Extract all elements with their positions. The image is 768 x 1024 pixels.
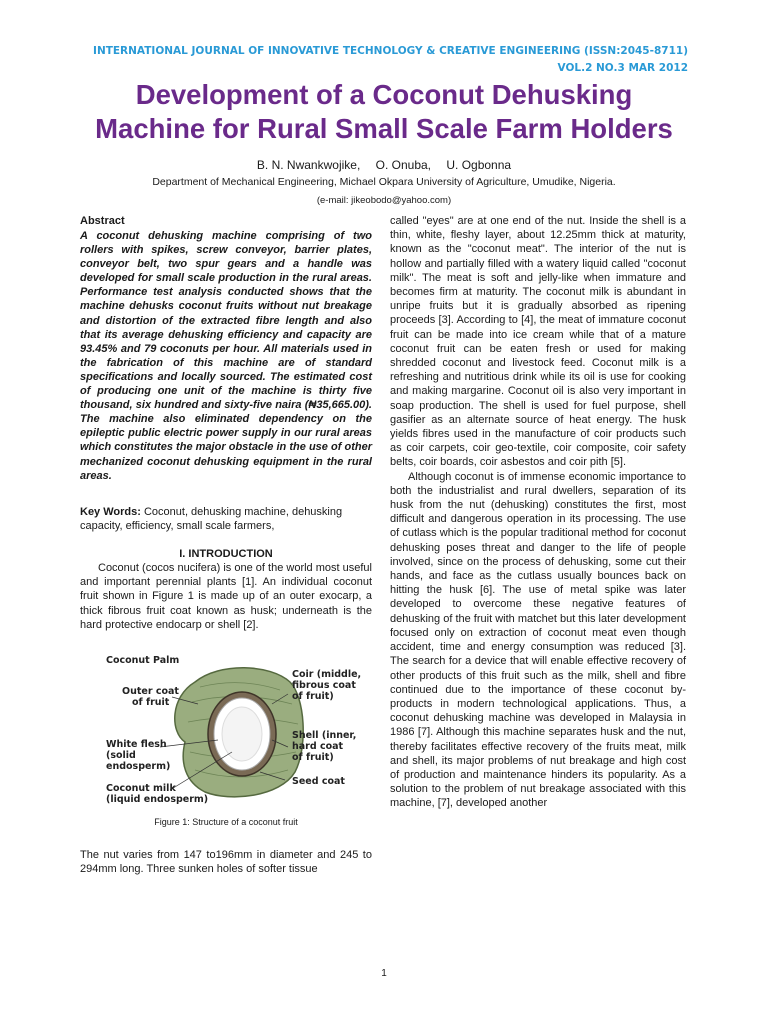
author-1: B. N. Nwankwojike,: [256, 158, 361, 172]
section-heading-introduction: I. INTRODUCTION: [179, 548, 273, 560]
label-seed-coat: Seed coat: [292, 776, 345, 787]
label-white-flesh: White flesh (solid endosperm): [106, 739, 171, 772]
right-paragraph-1: called "eyes" are at one end of the nut. Inside the shell is a thin, white, fleshy layer, about 12.25mm thick at maturity, known as the "coconut meat". The interior of the nut is hollow and partially filled with a watery liquid called "coconut milk". The meat is soft and jelly-like when immature and becomes firm at maturity. The coconut milk is abundant in unripe fruits but it is gradually absorbed as ripening proceeds [3]. According to [4], the meat of immature coconut fruit can be made into ice cream while that of a mature coconut fruit can be eaten fresh or used for making shredded coconut and livestock feed. Coconut milk is a refreshing and nutritious drink while its oil is use for cooking and making margarine. Coconut oil is also very important in soap production. The shell is used for fuel purpose, shell gasifier as an alternate source of heat energy. The husk yields fibres used in the manufacture of coir products such as coir carpets, coir geo-textile, coir composite, coir safety belts, coir boards, coir asbestos and coir pith [5].: [390, 215, 686, 469]
label-coconut-milk: Coconut milk (liquid endosperm): [106, 783, 209, 805]
keywords-label: Key Words:: [80, 506, 141, 518]
journal-volume: VOL.2 NO.3 MAR 2012: [557, 62, 688, 74]
label-coir: Coir (middle, fibrous coat of fruit): [292, 669, 362, 702]
figure-title: Coconut Palm: [106, 655, 180, 666]
introduction-text: [80, 561, 372, 632]
figure-caption: Figure 1: Structure of a coconut fruit: [154, 817, 298, 827]
label-outer-coat: Outer coat of fruit: [122, 686, 179, 708]
author-list: [0, 158, 768, 172]
abstract-text: A coconut dehusking machine comprising of two rollers with spikes, screw conveyor, barrier plates, conveyor belt, two spur gears and a handle was developed for small scale production in the rural areas. Performance test analysis conducted shows that the machine dehusks coconut fruits without nut breakage and distortion of the extracted fibre length and also that its average dehusking efficiency and capacity are 93.45% and 79 coconuts per hour. All materials used in the fabrication of this machine are of standard specifications and locally sourced. The estimated cost of producing one unit of the machine is thirty five thousand, six hundred and sixty-five naira (₦35,665.00). The machine also eliminated dependency on the epileptic public electric power supply in our rural areas which constitutes the major obstacle in the use of other mechanized coconut dehusking equipment in the rural areas.: [80, 230, 372, 482]
label-shell: Shell (inner, hard coat of fruit): [292, 730, 357, 763]
right-paragraph-2: Although coconut is of immense economic importance to both the industrialist and rural dwellers, separation of its husk from the nut (dehusking) constitutes the first, most difficult and dangerous operation in its processing. The use of cutlass which is the popular traditional method for coconut dehusking poses threat and danger to the life of people involved, since on the process of dehusking, some cut their hands, and face as the cutlass usually bounces back on hitting the husk [6]. The use of metal spike was later developed to overcome these negative features of dehusking of the fruit with matchet but this later development focused only on extraction of coconut meat even though accident, time and energy consumption was reduced [3]. The search for a device that will enable effective recovery of other products of this fruit such as the milk, shell and fibre continued due to the importance of these coconut by-products in modern technological applications. Thus, a coconut dehusking machine was developed in Malaysia in 1986 [7]. Although this machine separates husk and the nut, thereby facilitates effective recovery of the fruits meat, milk and shell, its major problems of nut breakage and high cost of production and maintenance hinders its popularity. As a solution to the problem of nut breakage associated with this machine, [7], developed another: [390, 470, 686, 810]
intro-paragraph-1: Coconut (cocos nucifera) is one of the world most useful and important perennial plants [1]. An individual coconut fruit shown in Figure 1 is made up of an outer exocarp, a thick fibrous fruit coat known as husk; underneath is the hard protective endocarp or shell [2].: [80, 562, 372, 631]
abstract-heading: Abstract: [80, 215, 125, 227]
journal-header: [93, 43, 688, 77]
keywords-text: Coconut, dehusking machine, dehusking capacity, efficiency, small scale farmers,: [80, 506, 343, 533]
keywords: [80, 505, 372, 533]
title-line-2: Machine for Rural Small Scale Farm Holders: [95, 113, 673, 144]
affiliation: Department of Mechanical Engineering, Michael Okpara University of Agriculture, Umudike, Nigeria.: [152, 176, 616, 188]
right-column-text: [390, 214, 686, 811]
coconut-structure-figure: [100, 652, 362, 807]
milk-cavity-shape: [222, 707, 262, 761]
author-3: U. Ogbonna: [446, 158, 512, 172]
page-number: 1: [381, 968, 387, 979]
journal-name: INTERNATIONAL JOURNAL OF INNOVATIVE TECHNOLOGY & CREATIVE ENGINEERING (ISSN:2045-8711): [93, 45, 688, 57]
author-2: O. Onuba,: [375, 158, 432, 172]
paper-title: [0, 78, 768, 146]
email: (e-mail: jikeobodo@yahoo.com): [316, 195, 452, 206]
title-line-1: Development of a Coconut Dehusking: [135, 79, 633, 110]
left-column-tail: The nut varies from 147 to196mm in diameter and 245 to 294mm long. Three sunken holes of softer tissue: [80, 849, 372, 876]
